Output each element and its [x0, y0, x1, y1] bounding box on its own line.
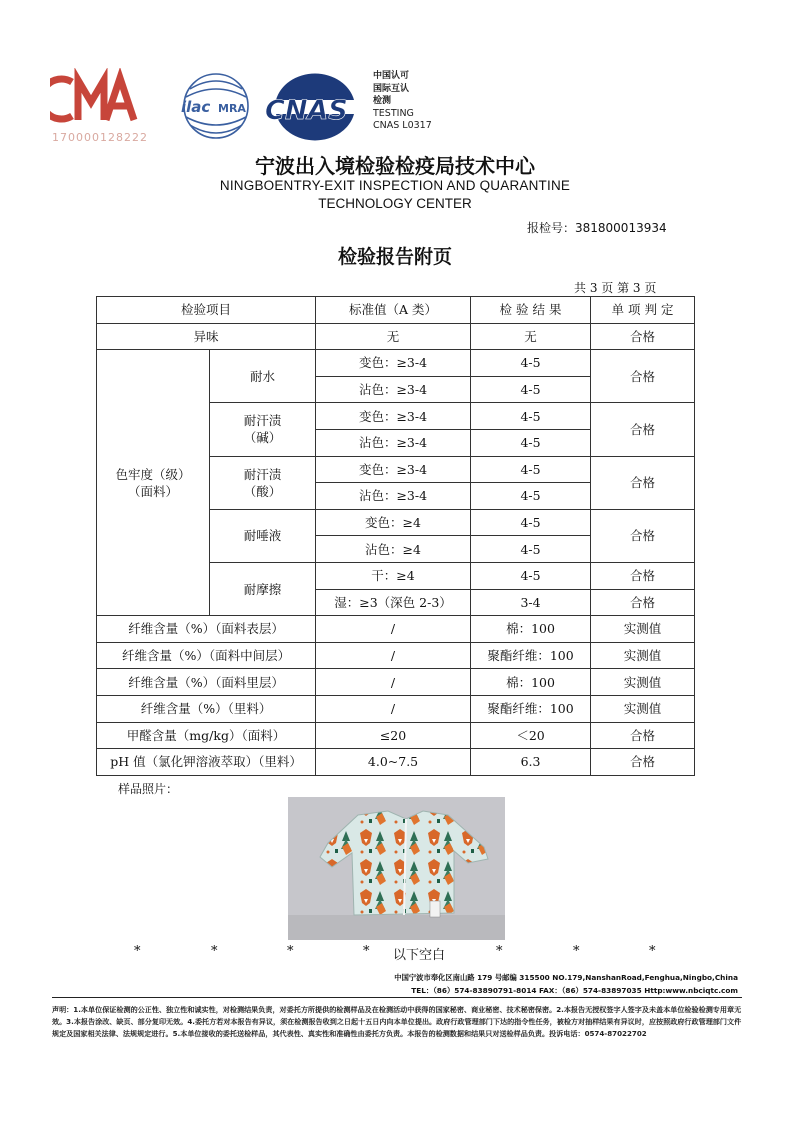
judge-cell: 合格 — [591, 509, 695, 562]
std-cell: 变色：≥3-4 — [316, 456, 471, 483]
subitem-name: 耐水 — [250, 368, 276, 384]
result-cell: ＜20 — [471, 722, 591, 749]
judge-cell: 合格 — [591, 403, 695, 456]
std-cell: / — [316, 616, 471, 643]
cma-number: 170000128222 — [52, 131, 148, 144]
cnas-accreditation-text — [373, 70, 432, 133]
std-cell: / — [316, 642, 471, 669]
subitem-name: 耐汗渍 — [243, 413, 282, 429]
subitem-qualifier: （酸） — [243, 483, 282, 499]
cnas-line: CNAS L0317 — [373, 120, 432, 131]
result-cell: 4-5 — [471, 350, 591, 377]
org-name-en-line2: TECHNOLOGY CENTER — [318, 196, 472, 211]
header-cell: 单 项 判 定 — [591, 297, 695, 324]
result-cell: 4-5 — [471, 403, 591, 430]
std-cell: 沾色：≥4 — [316, 536, 471, 563]
header-cell: 检 验 结 果 — [471, 297, 591, 324]
subitem-name: 耐摩擦 — [243, 581, 282, 597]
subitem-name: 耐汗渍 — [243, 466, 282, 482]
footer-address: 中国宁波市奉化区南山路 179 号邮编 315500 NO.179,NanshanRoad,Fenghua,Ningbo,China — [394, 973, 738, 982]
photo-label: 样品照片： — [118, 782, 179, 796]
judge-cell: 合格 — [591, 749, 695, 776]
blank-below-text: 以下空白 — [393, 948, 446, 963]
result-cell: 4-5 — [471, 456, 591, 483]
subitem-name: 耐唾液 — [243, 528, 282, 544]
colorfastness-label-line2: （面料） — [127, 483, 178, 499]
report-number: 报检号：381800013934 — [527, 221, 667, 235]
svg-text:CNAS: CNAS — [265, 95, 348, 126]
judge-cell: 实测值 — [591, 695, 695, 722]
std-cell: 变色：≥4 — [316, 509, 471, 536]
footer-divider — [52, 997, 742, 998]
page-title: 检验报告附页 — [337, 246, 452, 268]
svg-text:MRA: MRA — [218, 102, 246, 115]
asterisk: * — [649, 944, 656, 959]
judge-cell: 合格 — [591, 562, 695, 589]
item-cell: pH 值（氯化钾溶液萃取）（里料） — [97, 749, 316, 776]
result-cell: 4-5 — [471, 483, 591, 510]
std-cell: 干：≥4 — [316, 562, 471, 589]
asterisk: * — [134, 944, 141, 959]
judge-cell: 实测值 — [591, 669, 695, 696]
header-cell: 检验项目 — [97, 297, 316, 324]
ilac-mra-logo — [176, 67, 256, 145]
std-cell: / — [316, 669, 471, 696]
item-cell: 异味 — [97, 323, 316, 350]
item-cell: 纤维含量（%）（里料） — [97, 695, 316, 722]
table-header-row — [97, 297, 695, 324]
table-row — [97, 616, 695, 643]
result-cell: 4-5 — [471, 509, 591, 536]
sample-photo — [288, 797, 505, 940]
result-cell: 4-5 — [471, 562, 591, 589]
result-cell: 3-4 — [471, 589, 591, 616]
result-cell: 4-5 — [471, 376, 591, 403]
judge-cell: 合格 — [591, 722, 695, 749]
judge-cell: 合格 — [591, 350, 695, 403]
subitem-cell — [210, 562, 316, 615]
subitem-cell — [210, 403, 316, 456]
std-cell: 无 — [316, 323, 471, 350]
std-cell: 4.0~7.5 — [316, 749, 471, 776]
table-row — [97, 350, 695, 377]
asterisk: * — [211, 944, 218, 959]
std-cell: / — [316, 695, 471, 722]
judge-cell: 实测值 — [591, 642, 695, 669]
judge-cell: 合格 — [591, 589, 695, 616]
item-cell: 纤维含量（%）（面料里层） — [97, 669, 316, 696]
result-cell: 棉：100 — [471, 616, 591, 643]
result-cell: 4-5 — [471, 536, 591, 563]
asterisk: * — [363, 944, 370, 959]
header-cell: 标准值（A 类） — [316, 297, 471, 324]
result-cell: 6.3 — [471, 749, 591, 776]
std-cell: 沾色：≥3-4 — [316, 429, 471, 456]
footer-contact: TEL：（86）574-83890791-8014 FAX：（86）574-83897035 Http:www.nbciqtc.com — [411, 986, 738, 995]
asterisk: * — [496, 944, 503, 959]
result-cell: 聚酯纤维：100 — [471, 695, 591, 722]
judge-cell: 合格 — [591, 323, 695, 350]
result-cell: 棉：100 — [471, 669, 591, 696]
cnas-logo — [262, 66, 368, 146]
svg-text:ilac: ilac — [181, 98, 211, 116]
table-row — [97, 695, 695, 722]
table-row — [97, 722, 695, 749]
sample-garment-image — [288, 797, 505, 940]
cma-logo — [50, 68, 148, 130]
judge-cell: 合格 — [591, 456, 695, 509]
subitem-cell — [210, 350, 316, 403]
item-cell: 纤维含量（%）（面料中间层） — [97, 642, 316, 669]
org-name-en-line1: NINGBOENTRY-EXIT INSPECTION AND QUARANTINE — [219, 178, 571, 193]
subitem-cell — [210, 509, 316, 562]
std-cell: 变色：≥3-4 — [316, 403, 471, 430]
cnas-line: 中国认可 — [373, 71, 410, 81]
std-cell: 沾色：≥3-4 — [316, 376, 471, 403]
std-cell: 湿：≥3（深色 2-3） — [316, 589, 471, 616]
result-cell: 4-5 — [471, 429, 591, 456]
blank-below-marker — [96, 944, 694, 964]
footer-statement: 声明：1.本单位保证检测的公正性、独立性和诚实性，对检测结果负责，对委托方所提供的检测样品及在检测活动中获得的国家秘密、商业秘密、技术秘密保密。2.本报告无授权签字人签字及未盖本单位检验检测专用章无效。3.本报告涂改、缺页、部分复印无效。4.委托方若对本报告有异议，须在检测报告收到之日起十五日内向本单位提出。政府行政管理部门下达的指令性任务，被检方对抽样结果有异议时，应按照政府行政管理部门文件规定及国家相关法律、法规规定进行。5.本单位接收的委托送检样品，其代表性、真实性和准确性由委托方负责。本报告的检测数据和结果只对送检样品负责。投诉电话：0574-87022702 — [52, 1005, 742, 1038]
table-row — [97, 642, 695, 669]
cnas-line: 国际互认 — [373, 83, 410, 94]
cnas-line: 检测 — [373, 96, 392, 106]
asterisk: * — [573, 944, 580, 959]
subitem-cell — [210, 456, 316, 509]
colorfastness-label — [97, 350, 210, 616]
colorfastness-label-line1: 色牢度（级） — [115, 466, 191, 482]
result-cell: 无 — [471, 323, 591, 350]
inspection-table — [96, 296, 695, 776]
table-row — [97, 323, 695, 350]
asterisk: * — [287, 944, 294, 959]
std-cell: 变色：≥3-4 — [316, 350, 471, 377]
subitem-qualifier: （碱） — [243, 430, 282, 446]
cnas-line: TESTING — [373, 107, 414, 119]
judge-cell: 实测值 — [591, 616, 695, 643]
table-row — [97, 749, 695, 776]
result-cell: 聚酯纤维：100 — [471, 642, 591, 669]
std-cell: ≤20 — [316, 722, 471, 749]
std-cell: 沾色：≥3-4 — [316, 483, 471, 510]
item-cell: 甲醛含量（mg/kg）（面料） — [97, 722, 316, 749]
table-row — [97, 669, 695, 696]
page-count: 共 3 页 第 3 页 — [574, 281, 657, 295]
org-name-cn: 宁波出入境检验检疫局技术中心 — [255, 154, 535, 178]
item-cell: 纤维含量（%）（面料表层） — [97, 616, 316, 643]
